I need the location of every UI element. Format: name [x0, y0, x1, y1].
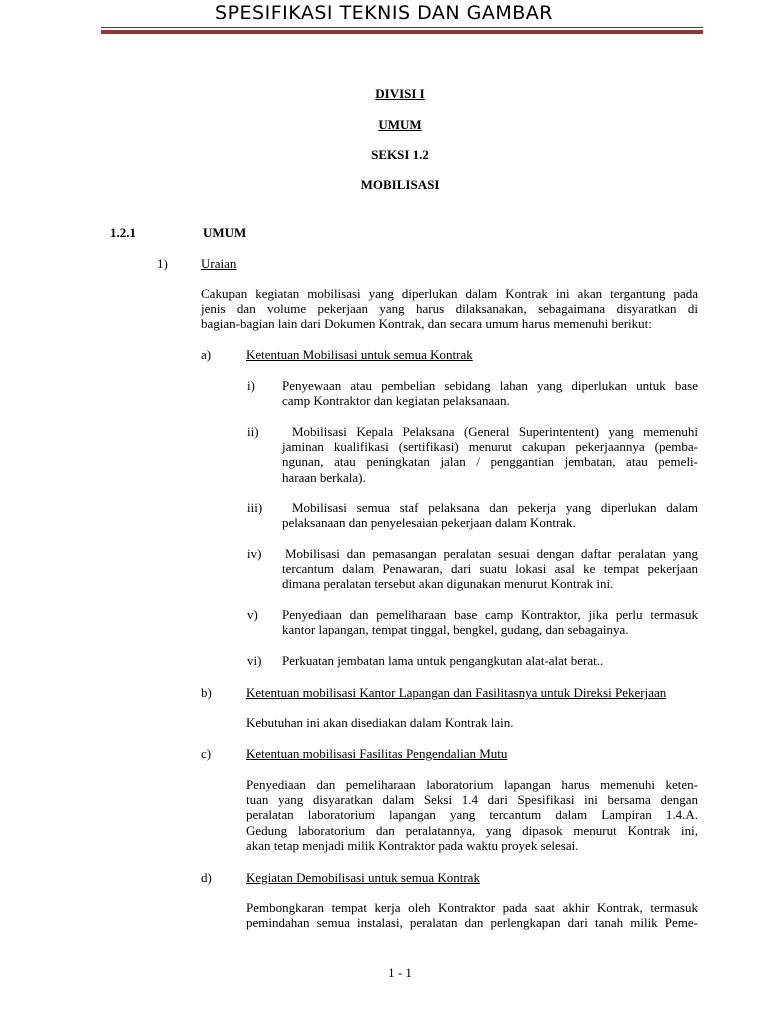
subitem-label-vi: vi) — [247, 653, 262, 668]
body-line: peralatan laboratorium lapangan yang tercantum dalam Lampiran 1.4.A. — [246, 807, 698, 823]
section-number: 1.2.1 — [110, 225, 136, 240]
subitem-line: Mobilisasi semua staf pelaksana dan pekerja yang diperlukan dalam — [292, 500, 698, 515]
subitem-text-i — [282, 378, 698, 408]
intro-line: Cakupan kegiatan mobilisasi yang diperlukan dalam Kontrak ini akan tergantung pada — [201, 286, 698, 301]
subitem-label-iii: iii) — [247, 500, 263, 515]
subitem-line: dimana peralatan tersebut akan digunakan menurut Kontrak ini. — [282, 576, 614, 592]
heading-umum: UMUM — [378, 117, 422, 132]
page-number: 1 - 1 — [388, 965, 412, 980]
subitem-line: camp Kontraktor dan kegiatan pelaksanaan. — [282, 393, 510, 409]
subitem-line: tercantum dalam Penawaran, dari suatu lokasi asal ke tempat pekerjaan — [282, 561, 698, 577]
item-label-d: d) — [201, 870, 212, 885]
subitem-text-v — [282, 607, 698, 637]
item-body-d — [246, 900, 698, 930]
subitem-text-ii — [282, 424, 698, 485]
item-body-b: Kebutuhan ini akan disediakan dalam Kontrak lain. — [246, 715, 514, 730]
item-title-c: Ketentuan mobilisasi Fasilitas Pengendalian Mutu — [246, 746, 508, 761]
body-line: akan tetap menjadi milik Kontraktor pada waktu proyek selesai. — [246, 837, 579, 853]
item-title-a: Ketentuan Mobilisasi untuk semua Kontrak — [246, 347, 473, 362]
subitem-line: jaminan kualifikasi (sertifikasi) menurut cakupan pekerjaannya (pemba- — [282, 439, 698, 455]
item-body-c — [246, 777, 698, 853]
subitem-line: haraan berkala). — [282, 469, 366, 485]
subitem-text-iv — [282, 546, 698, 592]
section-title: UMUM — [203, 225, 247, 240]
body-line: tuan yang disyaratkan dalam Seksi 1.4 dari Spesifikasi ini bersama dengan — [246, 792, 698, 808]
heading-seksi: SEKSI 1.2 — [371, 147, 429, 162]
subitem-line: pelaksanaan dan penyelesaian pekerjaan dalam Kontrak. — [282, 515, 576, 531]
subitem-line: Mobilisasi Kepala Pelaksana (General Superintentent) yang memenuhi — [292, 424, 698, 439]
item-title-d: Kegiatan Demobilisasi untuk semua Kontrak — [246, 870, 480, 885]
subitem-line: Penyewaan atau pembelian sebidang lahan yang diperlukan untuk base — [282, 378, 698, 393]
heading-divisi: DIVISI I — [375, 86, 425, 101]
subsection-number: 1) — [157, 256, 168, 271]
heading-mobilisasi: MOBILISASI — [360, 177, 440, 192]
page-header-title: SPESIFIKASI TEKNIS DAN GAMBAR — [215, 2, 553, 24]
intro-paragraph — [201, 286, 698, 332]
subitem-label-iv: iv) — [247, 546, 262, 561]
subitem-label-ii: ii) — [247, 424, 259, 439]
header-rule-thick — [101, 30, 703, 34]
intro-line: bagian-bagian lain dari Dokumen Kontrak, dan secara umum harus memenuhi berikut: — [201, 316, 652, 332]
intro-line: jenis dan volume pekerjaan yang harus dilaksanakan, sebagaimana disyaratkan di — [201, 301, 698, 317]
body-line: Pembongkaran tempat kerja oleh Kontraktor pada saat akhir Kontrak, termasuk — [246, 900, 698, 915]
subitem-line: Mobilisasi dan pemasangan peralatan sesuai dengan daftar peralatan yang — [285, 546, 698, 561]
subitem-text-iii — [282, 500, 698, 530]
body-line: Penyediaan dan pemeliharaan laboratorium lapangan harus memenuhi keten- — [246, 777, 698, 792]
item-title-b: Ketentuan mobilisasi Kantor Lapangan dan Fasilitasnya untuk Direksi Pekerjaan — [246, 685, 667, 700]
subitem-text-vi: Perkuatan jembatan lama untuk pengangkutan alat-alat berat.. — [282, 653, 604, 668]
subitem-line: kantor lapangan, tempat tinggal, bengkel, gudang, dan sebagainya. — [282, 622, 629, 638]
subitem-label-v: v) — [247, 607, 258, 622]
item-label-c: c) — [201, 746, 212, 761]
body-line: Gedung laboratorium dan peralatannya, yang dipasok menurut Kontrak ini, — [246, 822, 698, 838]
body-line: pemindahan semua instalasi, peralatan dan perlengkapan dari tanah milik Peme- — [246, 915, 698, 931]
subitem-label-i: i) — [247, 378, 255, 393]
subsection-title: Uraian — [201, 256, 237, 271]
subitem-line: ngunan, atau peningkatan jalan / penggantian jembatan, atau pemeli- — [282, 454, 698, 470]
item-label-b: b) — [201, 685, 212, 700]
header-rule-thin — [101, 27, 703, 28]
item-label-a: a) — [201, 347, 212, 362]
subitem-line: Penyediaan dan pemeliharaan base camp Kontraktor, jika perlu termasuk — [282, 607, 698, 622]
